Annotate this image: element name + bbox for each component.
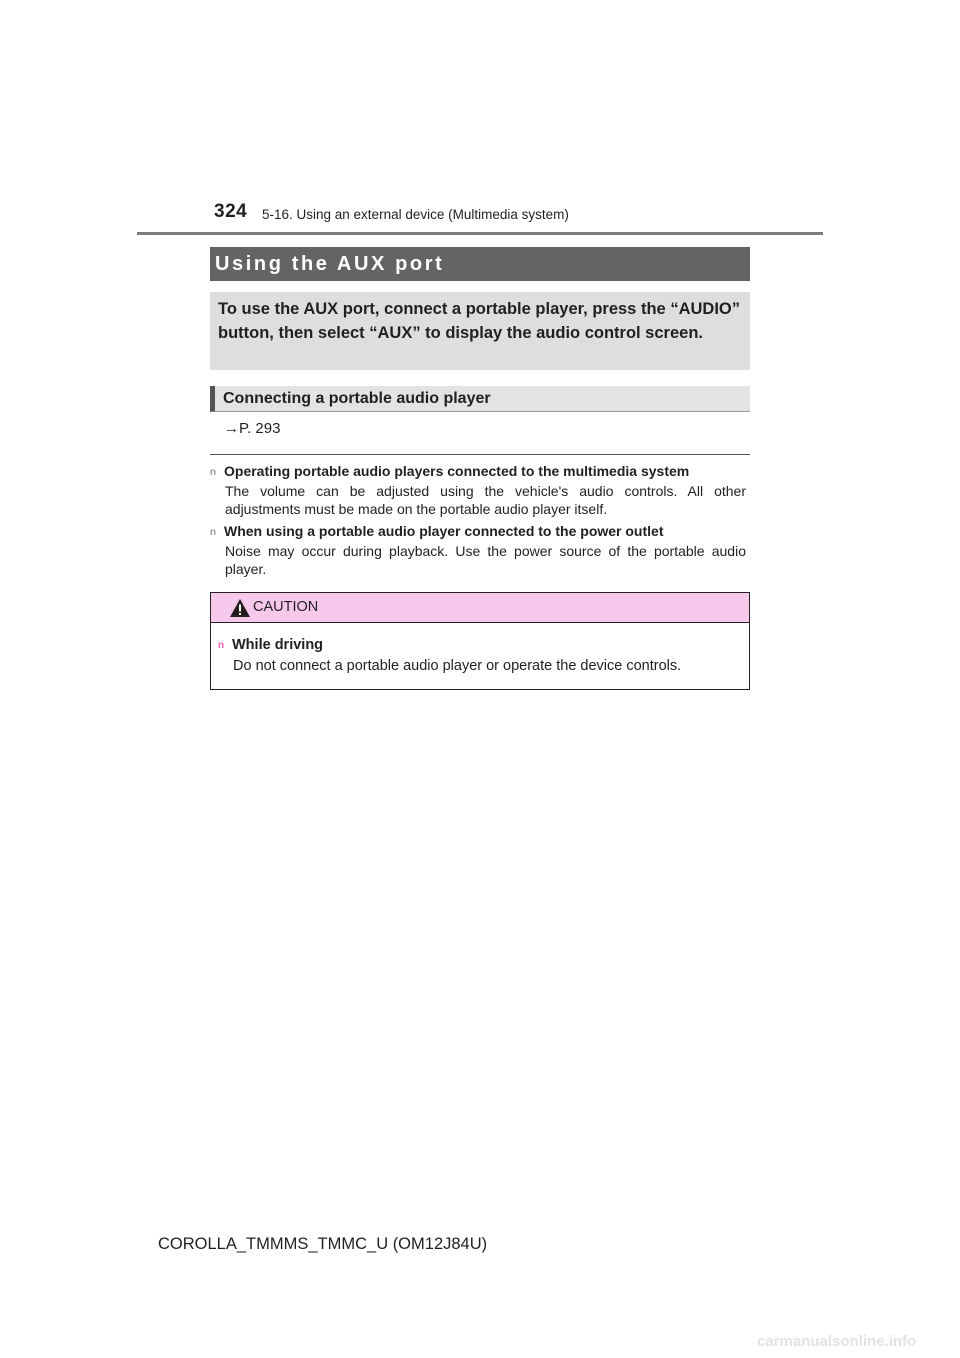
caution-body [211,623,749,677]
document-code: COROLLA_TMMMS_TMMC_U (OM12J84U) [158,1235,488,1253]
square-bullet-icon: n [210,467,217,478]
note-item [210,462,746,518]
caution-box [210,592,750,690]
header-rule [137,232,823,235]
warning-triangle-icon [229,598,251,618]
caution-header [211,593,749,623]
page-title: Using the AUX port [210,247,750,281]
intro-summary: To use the AUX port, connect a portable player, press the “AUDIO” button, then select “AUX” to display the audio control screen. [210,292,750,370]
note-heading [210,462,746,482]
caution-heading [218,635,749,656]
caution-heading-text: While driving [232,637,324,653]
note-heading-text: Operating portable audio players connected to the multimedia system [224,463,690,479]
watermark: carmanualsonline.info [757,1333,917,1350]
page-number: 324 [214,201,248,222]
note-heading-text: When using a portable audio player connected to the power outlet [224,523,664,539]
note-item [210,522,746,578]
notes-divider [210,454,750,455]
note-heading [210,522,746,542]
subsection-heading: Connecting a portable audio player [210,386,750,412]
caution-text: Do not connect a portable audio player or operate the device controls. [233,658,682,674]
caution-title: CAUTION [253,599,319,615]
note-body: The volume can be adjusted using the vehicle's audio controls. All other adjustments must be made on the portable audio player itself. [225,483,746,517]
page-reference-link[interactable]: →P. 293 [224,420,281,437]
square-bullet-icon: n [218,640,225,651]
section-label: 5-16. Using an external device (Multimedia system) [262,207,569,222]
note-body: Noise may occur during playback. Use the power source of the portable audio player. [225,543,746,577]
square-bullet-icon: n [210,527,217,538]
notes-list [210,462,746,582]
